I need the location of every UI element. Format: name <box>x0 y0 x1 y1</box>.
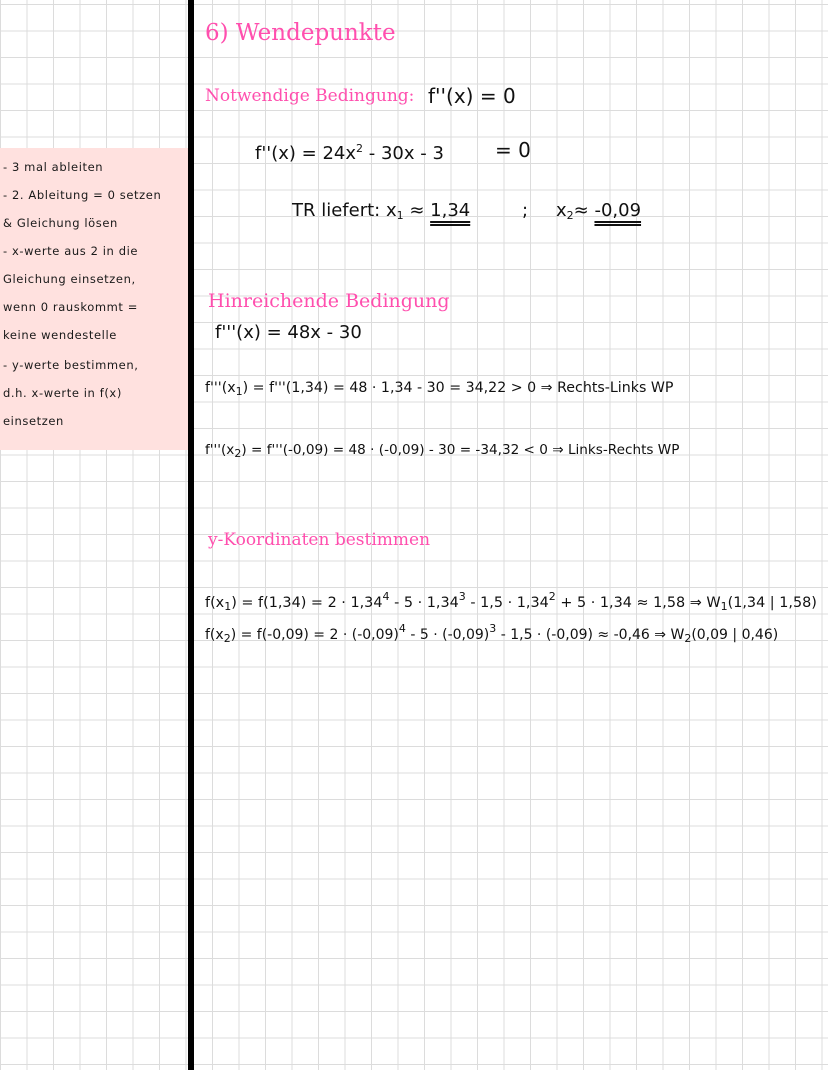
subscript: 1 <box>235 385 243 398</box>
subscript: 2 <box>234 447 242 460</box>
y1-d: - 1,5 · 1,34 <box>465 595 549 611</box>
x2-label: x <box>556 200 567 221</box>
margin-line <box>188 0 194 1070</box>
exponent: 3 <box>489 622 497 635</box>
x2-value: -0,09 <box>594 200 642 221</box>
y2-a: f(x <box>205 627 224 643</box>
note-line: Gleichung einsetzen, <box>3 272 136 286</box>
check-x1 <box>205 380 673 398</box>
subscript: 2 <box>223 632 231 645</box>
subscript: 2 <box>566 209 574 222</box>
check1-a: f'''(x <box>205 380 236 396</box>
exponent: 2 <box>356 142 364 155</box>
y1-b: ) = f(1,34) = 2 · 1,34 <box>231 595 383 611</box>
necessary-condition: f''(x) = 0 <box>428 84 516 108</box>
subscript: 1 <box>224 600 232 613</box>
exponent: 4 <box>382 590 390 603</box>
note-line: - 3 mal ableiten <box>3 160 104 174</box>
note-line: - y-werte bestimmen, <box>3 358 139 372</box>
exponent: 3 <box>458 590 466 603</box>
note-line: - 2. Ableitung = 0 setzen <box>3 188 162 202</box>
x2-result <box>556 200 641 222</box>
note-line: - x-werte aus 2 in die <box>3 244 139 258</box>
y1-calc <box>205 590 817 613</box>
note-line: d.h. x-werte in f(x) <box>3 386 122 400</box>
x1-value: 1,34 <box>430 200 471 221</box>
sidebar-note <box>0 148 188 450</box>
tr-approx: ≈ <box>403 200 431 221</box>
subscript: 1 <box>396 209 404 222</box>
necessary-label: Notwendige Bedingung: <box>205 86 415 106</box>
subscript: 1 <box>720 600 728 613</box>
second-derivative <box>255 142 444 164</box>
y1-a: f(x <box>205 595 225 611</box>
sufficient-label: Hinreichende Bedingung <box>208 290 450 312</box>
second-derivative-lhs: f''(x) = 24x <box>255 143 357 164</box>
tr-result <box>292 200 470 222</box>
y-coordinates-label: y-Koordinaten bestimmen <box>208 530 431 550</box>
note-line: keine wendestelle <box>3 328 117 342</box>
check1-b: ) = f'''(1,34) = 48 · 1,34 - 30 = 34,22 > 0 ⇒ Rechts-Links WP <box>242 380 674 396</box>
y2-point: (0,09 | 0,46) <box>691 627 779 643</box>
check2-a: f'''(x <box>205 442 235 458</box>
y2-c: - 5 · (-0,09) <box>405 627 490 643</box>
y2-calc <box>205 622 778 645</box>
second-derivative-rest: - 30x - 3 <box>363 143 444 164</box>
exponent: 4 <box>398 622 406 635</box>
y2-d: - 1,5 · (-0,09) ≈ -0,46 ⇒ W <box>496 627 685 643</box>
separator: ; <box>522 200 529 221</box>
exponent: 2 <box>548 590 556 603</box>
note-line: wenn 0 rauskommt = <box>3 300 139 314</box>
x2-approx: ≈ <box>573 200 595 221</box>
y2-b: ) = f(-0,09) = 2 · (-0,09) <box>230 627 399 643</box>
note-line: & Gleichung lösen <box>3 216 118 230</box>
section-title: 6) Wendepunkte <box>205 20 396 46</box>
subscript: 2 <box>684 632 692 645</box>
check-x2 <box>205 442 679 460</box>
tr-text: TR liefert: x <box>292 200 397 221</box>
note-line: einsetzen <box>3 414 64 428</box>
y1-c: - 5 · 1,34 <box>389 595 459 611</box>
check2-b: ) = f'''(-0,09) = 48 · (-0,09) - 30 = -34,32 < 0 ⇒ Links-Rechts WP <box>241 442 680 458</box>
equals-zero: = 0 <box>495 138 531 162</box>
y1-point: (1,34 | 1,58) <box>727 595 817 611</box>
y1-f: + 5 · 1,34 ≈ 1,58 ⇒ W <box>555 595 721 611</box>
third-derivative: f'''(x) = 48x - 30 <box>215 322 362 343</box>
